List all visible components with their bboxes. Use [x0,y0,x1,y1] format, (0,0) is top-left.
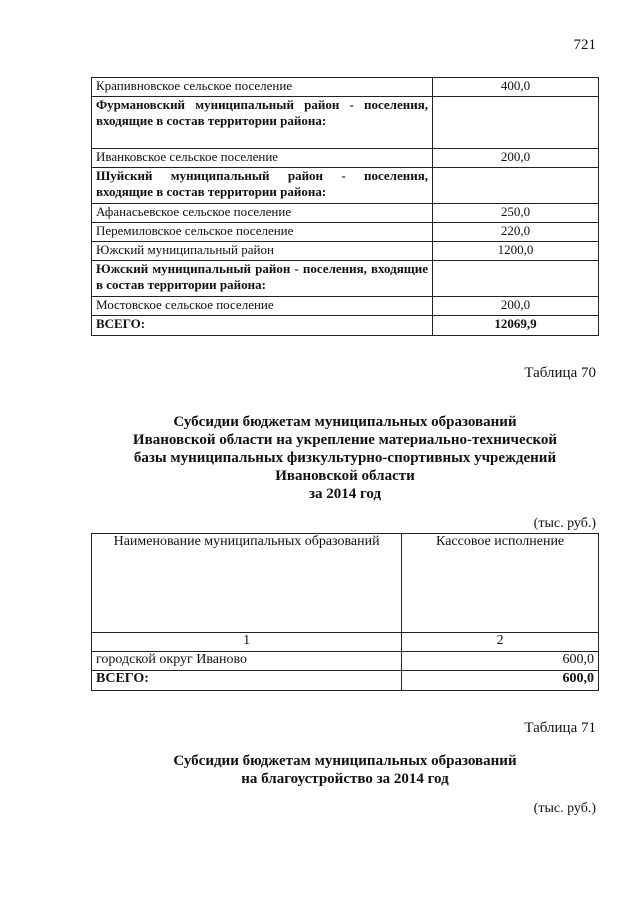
table-cell-name: Южский муниципальный район - поселения, входящие в состав территории района: [92,261,433,297]
table-cell-value: 12069,9 [433,316,599,336]
table-row [92,149,599,168]
table-cell-value [433,97,599,149]
table-label-70: Таблица 70 [524,365,596,381]
table-cell-value [433,168,599,204]
column-number: 2 [402,633,599,652]
table-cell-value: 400,0 [433,78,599,97]
table-row [92,204,599,223]
table-cell-value: 200,0 [433,297,599,316]
title-line: Субсидии бюджетам муниципальных образований [173,753,517,769]
table-cell-name: Шуйский муниципальный район - поселения, входящие в состав территории района: [92,168,433,204]
table-cell-value [433,261,599,297]
table-cell-value: 250,0 [433,204,599,223]
title-line: базы муниципальных физкультурно-спортивных учреждений [133,450,557,466]
table-row [92,78,599,97]
title-line: за 2014 год [308,486,382,502]
title-line: Ивановской области на укрепление материально-технической [132,432,558,448]
table-cell-name: Перемиловское сельское поселение [92,223,433,242]
table-cell-name: Южский муниципальный район [92,242,433,261]
page-number: 721 [573,37,596,53]
table-71-title [91,752,599,788]
table-cell-value: 220,0 [433,223,599,242]
table-header-row [92,534,599,633]
units-label: (тыс. руб.) [533,801,596,816]
table-row [92,652,599,671]
column-number-row [92,633,599,652]
table-cell-name: Афанасьевское сельское поселение [92,204,433,223]
title-line: на благоустройство за 2014 год [241,771,449,787]
column-number: 1 [92,633,402,652]
title-line: Субсидии бюджетам муниципальных образований [173,414,517,430]
table-cell-value: 1200,0 [433,242,599,261]
table-label-71: Таблица 71 [524,720,596,736]
column-header-value: Кассовое исполнение [402,534,599,633]
table-cell-name: городской округ Иваново [92,652,402,671]
table-70-title [91,413,599,503]
table-cell-name: Крапивновское сельское поселение [92,78,433,97]
table-cell-name: ВСЕГО: [92,671,402,691]
table-row-total [92,671,599,691]
table-cell-name: ВСЕГО: [92,316,433,336]
title-line: Ивановской области [275,468,415,484]
table-cell-name: Мостовское сельское поселение [92,297,433,316]
table-row [92,297,599,316]
table-70 [91,533,599,691]
units-label: (тыс. руб.) [533,516,596,531]
table-cell-value: 600,0 [402,671,599,691]
table-row [92,223,599,242]
table-cell-value: 200,0 [433,149,599,168]
column-header-name: Наименование муниципальных образований [92,534,402,633]
table-row [92,261,599,297]
table-cell-name: Фурмановский муниципальный район - поселения, входящие в состав территории района: [92,97,433,149]
table-cell-name: Иванковское сельское поселение [92,149,433,168]
table-row [92,97,599,149]
table-row-total [92,316,599,336]
subsidy-table-continued [91,77,599,336]
table-cell-value: 600,0 [402,652,599,671]
table-row [92,242,599,261]
table-row [92,168,599,204]
